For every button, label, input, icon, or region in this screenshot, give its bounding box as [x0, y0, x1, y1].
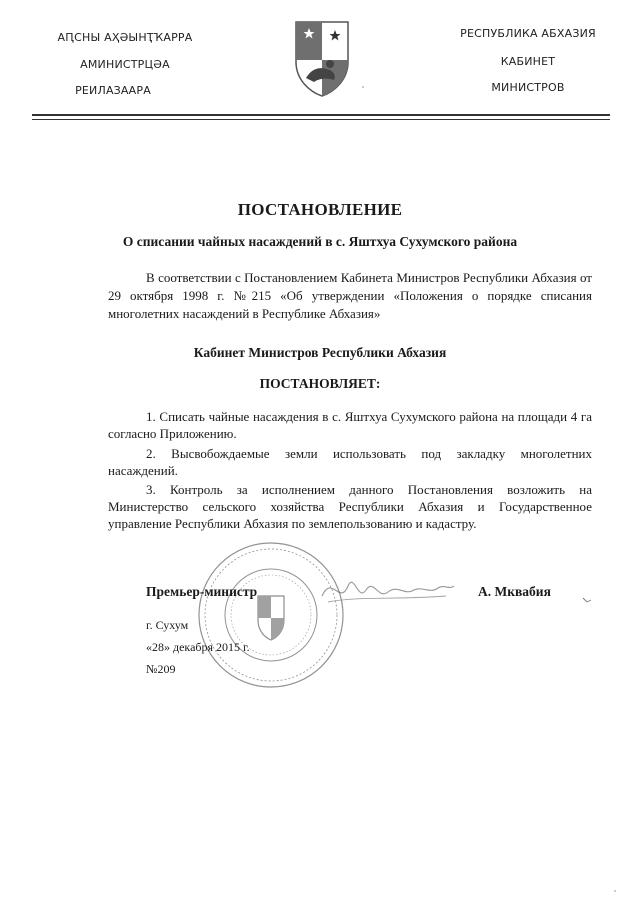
- document-subtitle: О списании чайных насаждений в с. Яштхуа Сухумского района: [122, 234, 518, 249]
- header-right-line-2: КАБИНЕТ: [500, 55, 556, 68]
- signatory-position: Премьер-министр: [146, 584, 258, 599]
- header-left-line-2: АМИНИСТРЦӘА: [80, 58, 170, 71]
- resolves-heading: ПОСТАНОВЛЯЕТ:: [259, 376, 381, 391]
- header-rule-thin: [32, 119, 610, 120]
- scan-speck: [362, 86, 364, 88]
- header-right-line-3: МИНИСТРОВ: [491, 81, 565, 94]
- document-title: ПОСТАНОВЛЕНИЕ: [237, 200, 403, 219]
- handwritten-signature: [318, 566, 458, 616]
- issue-date: «28» декабря 2015 г.: [146, 640, 250, 654]
- header-left-line-1: АԤСНЫ АҲӘЫНҬҠАРРА: [57, 31, 193, 44]
- preamble-text: В соответствии с Постановлением Кабинета Министров Республики Абхазия от 29 октября 1998 г. №215 «Об утверждении «Положения о порядке списания многолетних насаждений в Республике Абхазия»: [108, 270, 592, 321]
- coat-of-arms-emblem: [290, 18, 354, 98]
- resolution-item-3: 3. Контроль за исполнением данного Постановления возложить на Министерство сельского хозяйства Республики Абхазия и Государственное управление Республики Абхазия по землепользованию и кадастру.: [108, 482, 592, 531]
- header-left-line-3: РЕИЛАЗААРА: [75, 84, 151, 97]
- issue-place: г. Сухум: [146, 618, 189, 632]
- header-right-line-1: РЕСПУБЛИКА АБХАЗИЯ: [460, 27, 596, 40]
- header-rule-thick: [32, 114, 610, 116]
- tick-mark-icon: [582, 596, 592, 604]
- document-number: №209: [146, 662, 176, 676]
- resolution-item-1: 1. Списать чайные насаждения в с. Яштхуа Сухумского района на площади 4 га согласно Приложению.: [108, 409, 592, 441]
- signatory-name: А. Мквабия: [478, 584, 551, 599]
- scan-speck: [614, 890, 616, 892]
- preamble-paragraph: [108, 269, 592, 323]
- issuer-heading: Кабинет Министров Республики Абхазия: [193, 345, 447, 360]
- resolution-item-2: 2. Высвобождаемые земли использовать под закладку многолетних насаждений.: [108, 446, 592, 478]
